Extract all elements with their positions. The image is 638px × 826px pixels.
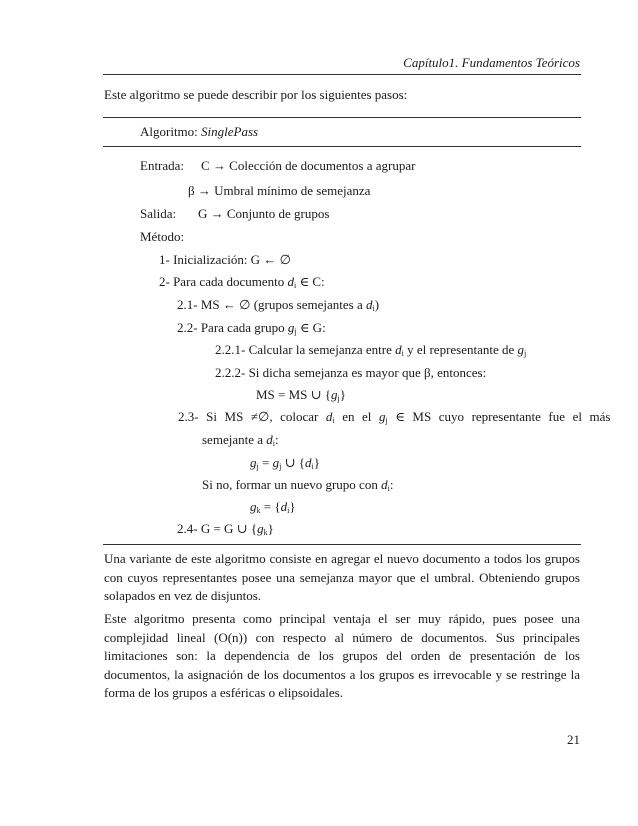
step-2-3-equation: $g_j = g_j$ ∪ $\{d_i\}$ [250, 455, 320, 471]
algorithm-top-rule [103, 117, 581, 118]
output-label: Salida: [140, 206, 177, 221]
output-text: G → Conjunto de grupos [198, 206, 330, 221]
step-1: 1- Inicialización: G ← ∅ [159, 252, 291, 267]
step-2-3-line1: 2.3- Si MS ≠∅, colocar $d_i$ en el $g_j$ ∈ MS cuyo representante fue el más [178, 409, 611, 425]
running-header: Capítulo1. Fundamentos Teóricos [403, 55, 580, 70]
step-2-2: 2.2- Para cada grupo $g_j$ ∈ G: [177, 320, 326, 336]
input-line-2: β → Umbral mínimo de semejanza [188, 183, 371, 198]
header-rule [103, 74, 581, 75]
step-2-3-new-group: $g_k = \{d_i\}$ [250, 499, 296, 515]
page-number: 21 [567, 732, 580, 747]
step-2-3-line2: semejante a $d_i$: [202, 432, 279, 448]
algorithm-title-rule [103, 146, 581, 147]
intro-text: Este algoritmo se puede describir por los siguientes pasos: [104, 87, 408, 102]
step-2-1: 2.1- MS ← ∅ (grupos semejantes a $d_i$) [177, 297, 380, 313]
step-2: 2- Para cada documento $d_i$ ∈ C: [159, 274, 325, 290]
input-label: Entrada: [140, 158, 185, 173]
step-2-2-2: 2.2.2- Si dicha semejanza es mayor que β, entonces: [215, 365, 487, 380]
step-2-2-1: 2.2.1- Calcular la semejanza entre $d_i$ y el representante de $g_j$ [215, 342, 527, 358]
paragraph-advantages: Este algoritmo presenta como principal ventaja el ser muy rápido, pues posee una complejidad lineal (O(n)) con respecto al número de documentos. Sus principales limitaciones son: la dependencia de los grupos del orden de presentación de los documentos, la asignación de los documentos a los grupos es irrevocable y se restringe la forma de los grupos a esféricas o elipsoidales. [104, 611, 580, 700]
paragraph-variant: Una variante de este algoritmo consiste en agregar el nuevo documento a todos los grupos con cuyos representantes posee una semejanza mayor que el umbral. Obteniendo grupos solapados en vez de disjuntos. [104, 551, 580, 603]
algorithm-bottom-rule [103, 544, 581, 545]
step-2-4: 2.4- G = G ∪ $\{g_k\}$ [177, 521, 274, 537]
step-2-2-2-equation: MS = MS ∪ $\{g_j\}$ [256, 387, 347, 403]
method-label: Método: [140, 229, 185, 244]
step-2-3-else: Si no, formar un nuevo grupo con $d_i$: [202, 477, 394, 493]
algorithm-title: Algoritmo: SinglePass [140, 124, 259, 139]
input-line-1: C → Colección de documentos a agrupar [201, 158, 416, 173]
